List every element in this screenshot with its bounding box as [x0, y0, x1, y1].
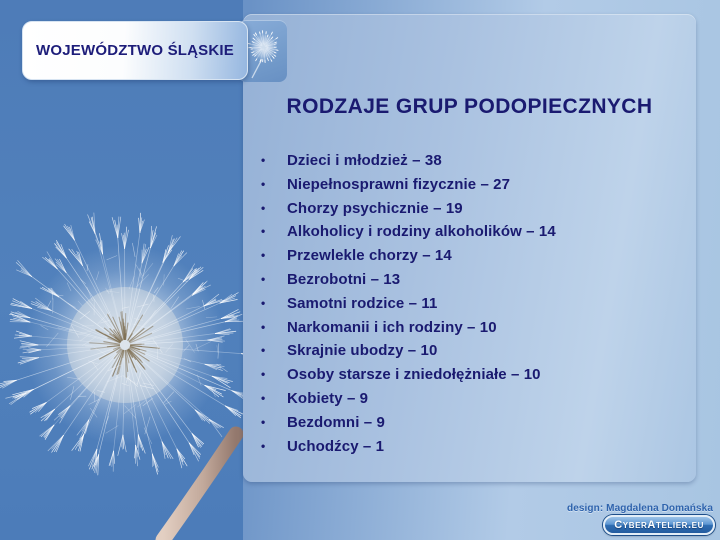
list-item: • Chorzy psychicznie – 19 — [243, 197, 688, 221]
list-item: • Osoby starsze i zniedołężniałe – 10 — [243, 363, 688, 387]
group-list — [243, 149, 696, 458]
list-item: • Przewlekle chorzy – 14 — [243, 244, 688, 268]
list-item: • Skrajnie ubodzy – 10 — [243, 339, 688, 363]
dandelion-photo — [0, 0, 243, 540]
list-item: • Bezdomni – 9 — [243, 411, 688, 435]
region-badge — [22, 21, 248, 80]
list-item: • Alkoholicy i rodziny alkoholików – 14 — [243, 220, 688, 244]
region-badge-label: WOJEWÓDZTWO ŚLĄSKIE — [36, 42, 234, 59]
content-panel — [243, 14, 696, 482]
list-item: • Niepełnosprawni fizycznie – 27 — [243, 173, 688, 197]
cyberatelier-logo-button[interactable]: CyberAtelier.eu — [603, 515, 715, 535]
list-item: • Dzieci i młodzież – 38 — [243, 149, 688, 173]
list-item: • Kobiety – 9 — [243, 387, 688, 411]
slide-title: RODZAJE GRUP PODOPIECZNYCH — [286, 95, 653, 118]
dandelion-illustration — [0, 0, 243, 540]
design-credit: design: Magdalena Domańska — [567, 503, 713, 514]
list-item: • Uchodźcy – 1 — [243, 435, 688, 459]
list-item: • Samotni rodzice – 11 — [243, 292, 688, 316]
list-item: • Bezrobotni – 13 — [243, 268, 688, 292]
list-item: • Narkomanii i ich rodziny – 10 — [243, 316, 688, 340]
